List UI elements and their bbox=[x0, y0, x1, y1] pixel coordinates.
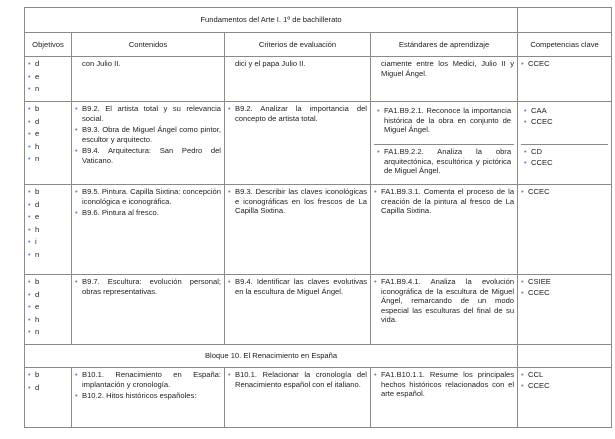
criterios-cell bbox=[225, 102, 371, 185]
objetivo-item: • d bbox=[28, 383, 68, 396]
estandares-cell bbox=[371, 368, 518, 428]
curriculum-table bbox=[24, 7, 612, 428]
contenido-item: • B9.3. Obra de Miguel Ángel como pintor, escultor y arquitecto. bbox=[75, 125, 221, 144]
table-title-empty-cell bbox=[518, 8, 612, 33]
estandar-text: ciamente entre los Medici, Julio II y Miguel Ángel. bbox=[381, 59, 515, 78]
header-contenidos: Contenidos bbox=[72, 33, 225, 57]
estandar-item: • FA1.B9.2.2. Analiza la obra arquitectónica, escultórica y pictórica de Miguel Ángel. bbox=[377, 147, 511, 176]
objetivo-item: • h bbox=[28, 225, 68, 238]
objetivo-item: • d bbox=[28, 200, 68, 213]
competencia-subcell bbox=[521, 144, 608, 170]
competencias-cell bbox=[518, 185, 612, 275]
estandares-cell bbox=[371, 102, 518, 185]
criterios-cell bbox=[225, 57, 371, 102]
competencia-item: • CSIEE bbox=[521, 277, 608, 287]
competencia-item: • CCEC bbox=[521, 288, 608, 298]
estandar-item: • FA1.B9.2.1. Reconoce la importancia histórica de la obra en conjunto de Miguel Ángel. bbox=[377, 106, 511, 135]
criterio-item: • B9.2. Analizar la importancia del concepto de artista total. bbox=[228, 104, 367, 123]
table-row bbox=[25, 368, 612, 428]
criterios-cell bbox=[225, 368, 371, 428]
competencia-item: • CCEC bbox=[521, 59, 608, 69]
estandar-subcell bbox=[374, 144, 514, 180]
objetivo-item: • b bbox=[28, 187, 68, 200]
objetivo-item: • b bbox=[28, 370, 68, 383]
header-competencias: Competencias clave bbox=[518, 33, 612, 57]
contenido-item: • B9.5. Pintura. Capilla Sixtina: concepción iconológica e iconográfica. bbox=[75, 187, 221, 206]
contenido-item: • B10.2. Hitos históricos españoles: bbox=[75, 391, 221, 401]
objetivo-item: • e bbox=[28, 129, 68, 142]
objetivo-item: • e bbox=[28, 72, 68, 85]
competencias-cell bbox=[518, 57, 612, 102]
competencias-cell bbox=[518, 275, 612, 345]
criterio-text: dici y el papa Julio II. bbox=[235, 59, 306, 68]
objetivo-item: • n bbox=[28, 327, 68, 340]
criterio-item: • B9.4. Identificar las claves evolutivas en la escultura de Miguel Ángel. bbox=[228, 277, 367, 296]
block-title: Bloque 10. El Renacimiento en España bbox=[25, 345, 518, 368]
objetivo-item: • i bbox=[28, 237, 68, 250]
table-row bbox=[25, 185, 612, 275]
table-title-row bbox=[25, 8, 612, 33]
contenidos-cell bbox=[72, 275, 225, 345]
competencia-item: • CCEC bbox=[524, 117, 605, 127]
contenido-item: • B9.2. El artista total y su relevancia social. bbox=[75, 104, 221, 123]
table-title: Fundamentos del Arte I. 1º de bachillerato bbox=[25, 8, 518, 33]
contenidos-cell bbox=[72, 102, 225, 185]
estandares-cell bbox=[371, 185, 518, 275]
block-band-empty-cell bbox=[518, 345, 612, 368]
competencia-item: • CCL bbox=[521, 370, 608, 380]
contenido-item: • B9.7. Escultura: evolución personal; obras representativas. bbox=[75, 277, 221, 296]
estandar-item: • FA1.B10.1.1. Resume los principales hechos históricos relacionados con el arte español. bbox=[374, 370, 514, 399]
objetivo-item: • d bbox=[28, 290, 68, 303]
criterio-item: • B9.3. Describir las claves iconológicas e iconográficas en los frescos de La Capilla Sixtina. bbox=[228, 187, 367, 216]
objetivos-cell bbox=[25, 185, 72, 275]
table-row bbox=[25, 275, 612, 345]
objetivo-item: • b bbox=[28, 104, 68, 117]
objetivo-item: • d bbox=[28, 59, 68, 72]
competencia-item: • CCEC bbox=[521, 187, 608, 197]
table-row bbox=[25, 57, 612, 102]
competencia-item: • CAA bbox=[524, 106, 605, 116]
contenidos-cell bbox=[72, 368, 225, 428]
criterios-cell bbox=[225, 185, 371, 275]
competencia-item: • CCEC bbox=[521, 381, 608, 391]
estandar-item: • FA1.B9.3.1. Comenta el proceso de la creación de la pintura al fresco de La Capilla Sixtina. bbox=[374, 187, 514, 216]
objetivos-cell bbox=[25, 275, 72, 345]
estandares-cell bbox=[371, 57, 518, 102]
objetivo-item: • h bbox=[28, 315, 68, 328]
table-header-row bbox=[25, 33, 612, 57]
competencias-cell bbox=[518, 368, 612, 428]
criterios-cell bbox=[225, 275, 371, 345]
competencia-item: • CD bbox=[524, 147, 605, 157]
competencia-item: • CCEC bbox=[524, 158, 605, 168]
competencia-subcell bbox=[521, 104, 608, 144]
contenido-item: • B10.1. Renacimiento en España: implantación y cronología. bbox=[75, 370, 221, 389]
objetivos-cell bbox=[25, 102, 72, 185]
estandares-cell bbox=[371, 275, 518, 345]
objetivo-item: • h bbox=[28, 142, 68, 155]
header-objetivos: Objetivos bbox=[25, 33, 72, 57]
criterio-item: • B10.1. Relacionar la cronología del Renacimiento español con el italiano. bbox=[228, 370, 367, 389]
contenido-item: • B9.4. Arquitectura: San Pedro del Vaticano. bbox=[75, 146, 221, 165]
objetivo-item: • b bbox=[28, 277, 68, 290]
objetivo-item: • e bbox=[28, 212, 68, 225]
table-row bbox=[25, 102, 612, 185]
contenido-text: con Julio II. bbox=[82, 59, 121, 68]
contenidos-cell bbox=[72, 57, 225, 102]
header-criterios: Criterios de evaluación bbox=[225, 33, 371, 57]
estandar-subcell bbox=[374, 104, 514, 144]
objetivo-item: • n bbox=[28, 250, 68, 263]
estandar-item: • FA1.B9.4.1. Analiza la evolución iconográfica de la escultura de Miguel Ángel, remarcando de un modo especial las esculturas del final de su vida. bbox=[374, 277, 514, 325]
contenido-item: • B9.6. Pintura al fresco. bbox=[75, 208, 221, 218]
header-estandares: Estándares de aprendizaje bbox=[371, 33, 518, 57]
objetivo-item: • e bbox=[28, 302, 68, 315]
objetivos-cell bbox=[25, 57, 72, 102]
objetivo-item: • d bbox=[28, 117, 68, 130]
objetivo-item: • n bbox=[28, 84, 68, 97]
competencias-cell bbox=[518, 102, 612, 185]
objetivos-cell bbox=[25, 368, 72, 428]
contenidos-cell bbox=[72, 185, 225, 275]
block-band-row bbox=[25, 345, 612, 368]
objetivo-item: • n bbox=[28, 154, 68, 167]
